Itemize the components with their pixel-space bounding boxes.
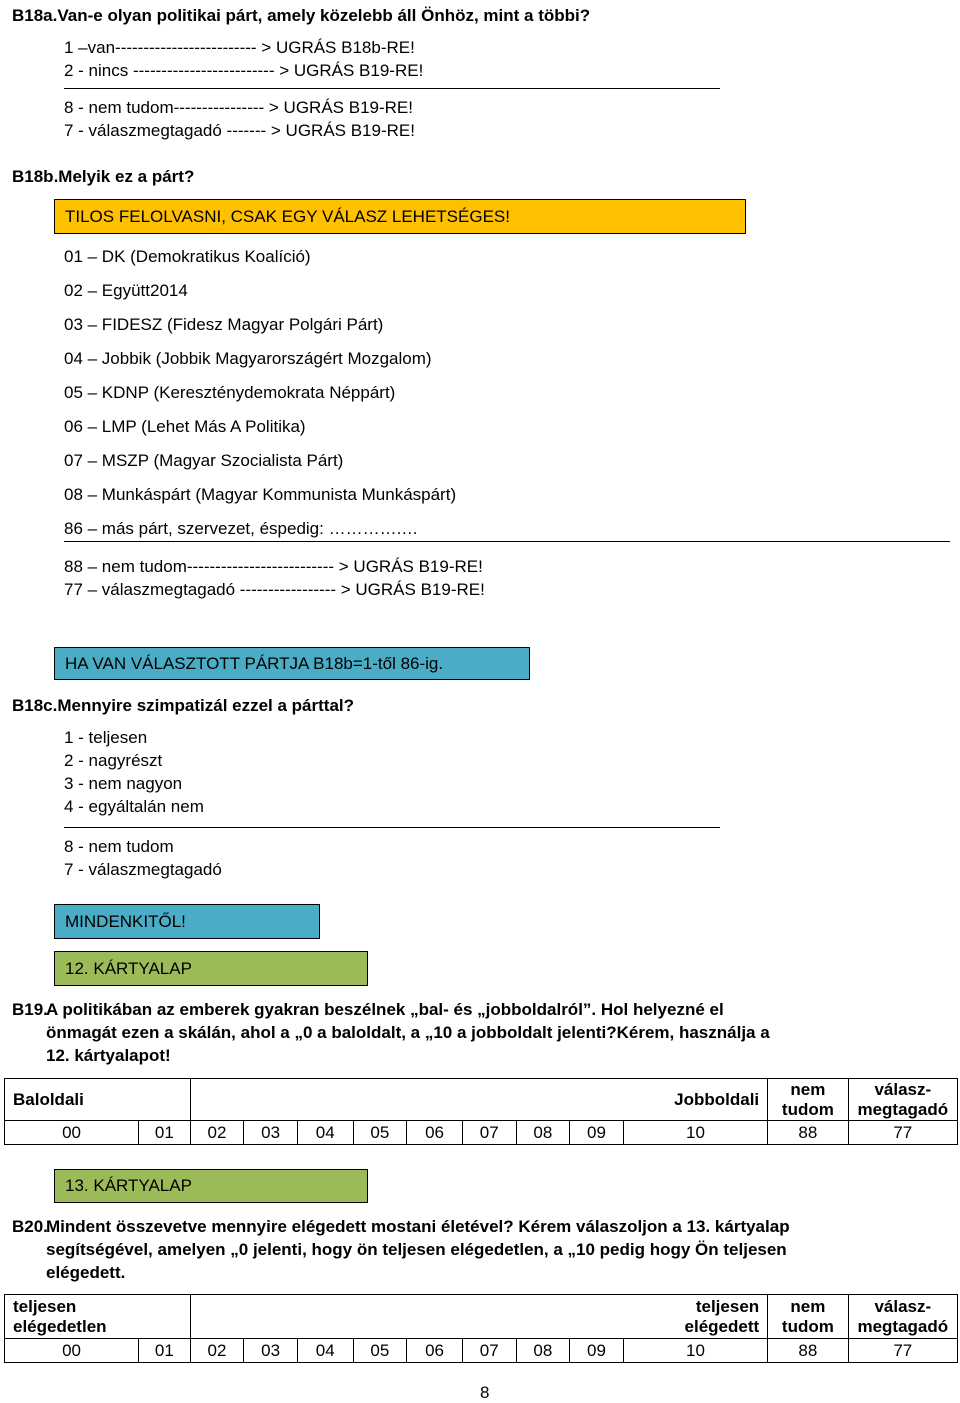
party-option: 04 – Jobbik (Jobbik Magyarországért Mozgalom) [64, 349, 432, 368]
b19-dont-know-header: nem tudom [768, 1079, 848, 1121]
b19-scale-table [4, 1078, 958, 1145]
scale-value: 03 [244, 1339, 298, 1363]
b20-left-label: teljesen elégedetlen [5, 1295, 191, 1339]
scale-value: 03 [244, 1121, 298, 1145]
b18a-option-8: 8 - nem tudom---------------- > UGRÁS B19-RE! [64, 98, 413, 117]
scale-value: 02 [190, 1339, 244, 1363]
divider [64, 541, 950, 542]
b20-refused-header: válasz- megtagadó [848, 1295, 957, 1339]
b19-question-line: önmagát ezen a skálán, ahol a „0 a baloldalt, a „10 a jobboldalt jelenti?Kérem, használja a [46, 1023, 770, 1042]
b18c-option: 2 - nagyrészt [64, 751, 163, 770]
page-number: 8 [480, 1383, 490, 1402]
scale-value: 02 [190, 1121, 244, 1145]
b18b-question: B18b.Melyik ez a párt? [12, 167, 195, 186]
instruction-text: TILOS FELOLVASNI, CSAK EGY VÁLASZ LEHETSÉGES! [65, 206, 510, 226]
divider [64, 88, 720, 89]
scale-value: 06 [407, 1339, 463, 1363]
filter-text: HA VAN VÁLASZTOTT PÁRTJA B18b=1-től 86-ig. [65, 653, 444, 673]
b18a-option-2: 2 - nincs ------------------------- > UGRÁS B19-RE! [64, 61, 424, 80]
scale-value: 04 [297, 1339, 353, 1363]
b20-right-label: teljesen elégedett [190, 1295, 768, 1339]
b18a-question: B18a.Van-e olyan politikai párt, amely közelebb áll Önhöz, mint a többi? [12, 6, 591, 25]
party-option: 08 – Munkáspárt (Magyar Kommunista Munkáspárt) [64, 485, 457, 504]
b18c-question: B18c.Mennyire szimpatizál ezzel a párttal? [12, 696, 355, 715]
scale-value: 77 [848, 1339, 957, 1363]
scale-value: 08 [516, 1121, 570, 1145]
filter-box [54, 647, 530, 680]
b20-question-line: segítségével, amelyen „0 jelenti, hogy ön teljesen elégedetlen, a „10 pedig hogy Ön teljesen [46, 1240, 787, 1259]
b18c-option: 4 - egyáltalán nem [64, 797, 204, 816]
scale-value: 08 [516, 1339, 570, 1363]
everyone-box [54, 904, 320, 939]
scale-value: 07 [462, 1121, 516, 1145]
b20-question-line: Mindent összevetve mennyire elégedett mostani életével? Kérem válaszoljon a 13. kártyalap [46, 1217, 790, 1236]
scale-value: 00 [5, 1339, 139, 1363]
scale-value: 00 [5, 1121, 139, 1145]
b18b-option-88: 88 – nem tudom-------------------------- > UGRÁS B19-RE! [64, 557, 483, 576]
b18a-option-1: 1 –van------------------------- > UGRÁS B18b-RE! [64, 38, 415, 57]
scale-value: 05 [353, 1339, 407, 1363]
card-13-text: 13. KÁRTYALAP [65, 1176, 192, 1195]
party-option: 07 – MSZP (Magyar Szocialista Párt) [64, 451, 344, 470]
b19-number: B19. [12, 1000, 48, 1019]
card-13-box [54, 1169, 368, 1203]
everyone-text: MINDENKITŐL! [65, 911, 186, 931]
scale-value: 88 [768, 1121, 848, 1145]
b18b-option-77: 77 – válaszmegtagadó ----------------- > UGRÁS B19-RE! [64, 580, 485, 599]
b19-left-label: Baloldali [5, 1079, 191, 1121]
scale-value: 10 [623, 1339, 767, 1363]
party-option: 02 – Együtt2014 [64, 281, 188, 300]
b18c-option: 1 - teljesen [64, 728, 148, 747]
card-12-text: 12. KÁRTYALAP [65, 958, 192, 978]
b19-right-label: Jobboldali [190, 1079, 768, 1121]
instruction-box [54, 199, 746, 234]
scale-value: 88 [768, 1339, 848, 1363]
scale-value: 01 [139, 1121, 191, 1145]
b20-scale-table [4, 1294, 958, 1363]
scale-value: 10 [623, 1121, 767, 1145]
b20-question-line: elégedett. [46, 1263, 126, 1282]
scale-value: 09 [570, 1121, 624, 1145]
b20-number: B20. [12, 1217, 48, 1236]
party-option: 03 – FIDESZ (Fidesz Magyar Polgári Párt) [64, 315, 384, 334]
divider [64, 827, 720, 828]
card-12-box [54, 951, 368, 986]
party-option: 05 – KDNP (Kereszténydemokrata Néppárt) [64, 383, 396, 402]
scale-value: 04 [297, 1121, 353, 1145]
party-option-other: 86 – más párt, szervezet, éspedig: ………….… [64, 519, 419, 538]
scale-value: 05 [353, 1121, 407, 1145]
b18c-option-7: 7 - válaszmegtagadó [64, 860, 222, 879]
b18a-option-7: 7 - válaszmegtagadó ------- > UGRÁS B19-RE! [64, 121, 415, 140]
b18c-option: 3 - nem nagyon [64, 774, 183, 793]
scale-value: 06 [407, 1121, 463, 1145]
scale-value: 77 [848, 1121, 957, 1145]
b20-dont-know-header: nem tudom [768, 1295, 848, 1339]
scale-value: 07 [462, 1339, 516, 1363]
party-option: 01 – DK (Demokratikus Koalíció) [64, 247, 311, 266]
b19-refused-header: válasz- megtagadó [848, 1079, 957, 1121]
party-option: 06 – LMP (Lehet Más A Politika) [64, 417, 306, 436]
b19-question-line: 12. kártyalapot! [46, 1046, 171, 1065]
b19-question-line: A politikában az emberek gyakran beszélnek „bal- és „jobboldalról”. Hol helyezné el [46, 1000, 724, 1019]
scale-value: 01 [139, 1339, 191, 1363]
b18c-option-8: 8 - nem tudom [64, 837, 174, 856]
scale-value: 09 [570, 1339, 624, 1363]
